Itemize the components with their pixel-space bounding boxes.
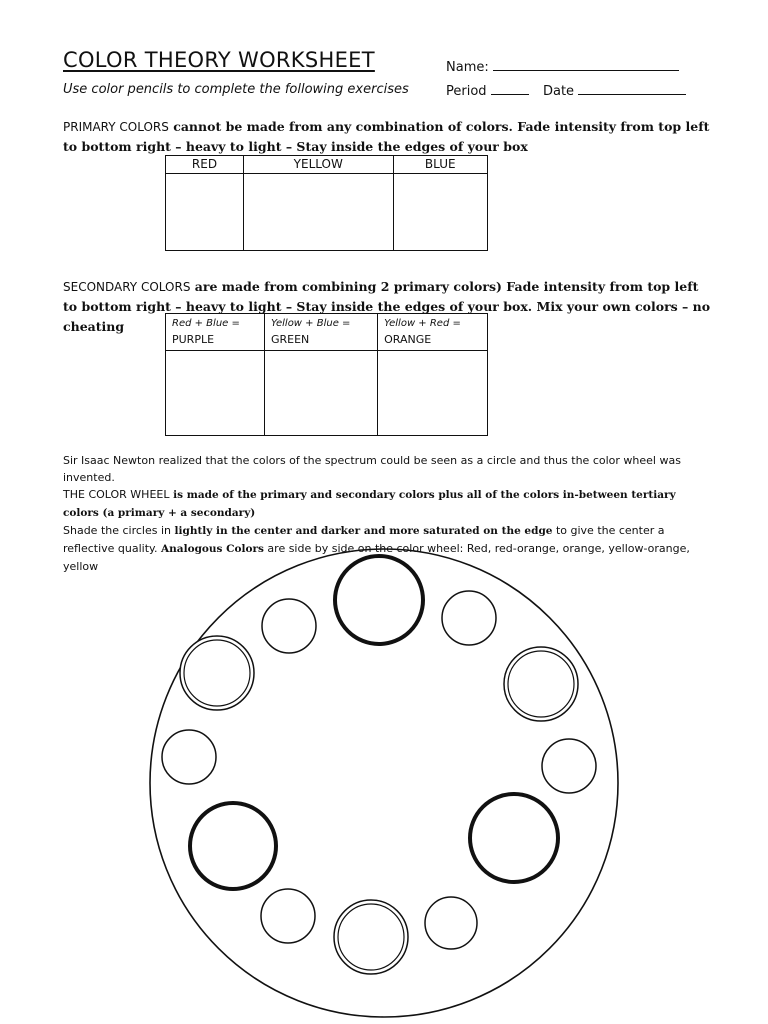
- period-date-field: [446, 82, 686, 99]
- tertiary-circle-1[interactable]: [262, 599, 316, 653]
- secondary-header-orange: [378, 314, 488, 351]
- primary-box-blue[interactable]: [393, 174, 487, 251]
- color-wheel-definition: [63, 486, 713, 522]
- primary-circle-top[interactable]: [335, 556, 423, 644]
- primary-header-blue: BLUE: [393, 156, 487, 174]
- worksheet-title: COLOR THEORY WORKSHEET: [63, 48, 375, 72]
- formula-label: Yellow + Blue =: [270, 318, 351, 329]
- primary-box-red[interactable]: [166, 174, 244, 251]
- primary-header-red: RED: [166, 156, 244, 174]
- name-label: Name:: [446, 60, 489, 75]
- tertiary-circle-4[interactable]: [425, 897, 477, 949]
- shading-b: lightly in the center and darker and more saturated on the edge: [174, 525, 553, 537]
- primary-table: [165, 155, 488, 251]
- secondary-text: are made from combining 2 primary colors) Fade intensity from top left to bottom right – heavy to light – Stay inside the edges of your box. Mix your own colors – no cheating: [63, 279, 711, 334]
- period-label: Period: [446, 84, 487, 99]
- worksheet-subtitle: Use color pencils to complete the following exercises: [63, 82, 409, 97]
- primary-text: cannot be made from any combination of colors. Fade intensity from top left to bottom right – heavy to light – Stay inside the edges of your box: [63, 119, 710, 154]
- color-wheel: [140, 540, 630, 1020]
- date-blank[interactable]: [578, 82, 686, 95]
- primary-circle-lower-left[interactable]: [190, 803, 276, 889]
- primary-header-yellow: YELLOW: [244, 156, 394, 174]
- formula-label: Yellow + Red =: [384, 318, 461, 329]
- primary-lead: PRIMARY COLORS: [63, 120, 169, 134]
- secondary-circle-bottom[interactable]: [334, 900, 408, 974]
- name-field: [446, 58, 679, 75]
- secondary-lead: SECONDARY COLORS: [63, 280, 191, 294]
- tertiary-circle-2[interactable]: [442, 591, 496, 645]
- primary-box-yellow[interactable]: [244, 174, 394, 251]
- secondary-header-purple: [166, 314, 265, 351]
- color-wheel-text: is made of the primary and secondary colors plus all of the colors in-between tertiary colors (a primary + a secondary): [63, 489, 676, 519]
- secondary-box-green[interactable]: [264, 351, 377, 436]
- result-label: GREEN: [270, 333, 310, 346]
- shading-e: are side by side on the color wheel: Red, red-orange, orange, yellow-orange, yellow: [63, 542, 690, 573]
- shading-c: to give the center a reflective quality.: [63, 524, 665, 555]
- formula-label: Red + Blue =: [172, 318, 240, 329]
- secondary-table: [165, 313, 488, 436]
- name-blank[interactable]: [493, 58, 679, 71]
- period-blank[interactable]: [491, 82, 529, 95]
- primary-instructions: [63, 117, 713, 157]
- secondary-box-orange[interactable]: [378, 351, 488, 436]
- secondary-header-green: [264, 314, 377, 351]
- result-label: ORANGE: [384, 333, 432, 346]
- secondary-circle-upper-right[interactable]: [504, 647, 578, 721]
- shading-a: Shade the circles in: [63, 524, 175, 537]
- tertiary-circle-6[interactable]: [162, 730, 216, 784]
- shading-d: Analogous Colors: [161, 543, 264, 555]
- result-label: PURPLE: [172, 333, 215, 346]
- secondary-circle-upper-left[interactable]: [180, 636, 254, 710]
- secondary-box-purple[interactable]: [166, 351, 265, 436]
- tertiary-circle-3[interactable]: [542, 739, 596, 793]
- newton-note: Sir Isaac Newton realized that the colors of the spectrum could be seen as a circle and thus the color wheel was invented.: [63, 454, 681, 484]
- primary-circle-lower-right[interactable]: [470, 794, 558, 882]
- color-wheel-lead: THE COLOR WHEEL: [63, 488, 170, 501]
- tertiary-circle-5[interactable]: [261, 889, 315, 943]
- date-label: Date: [542, 84, 575, 99]
